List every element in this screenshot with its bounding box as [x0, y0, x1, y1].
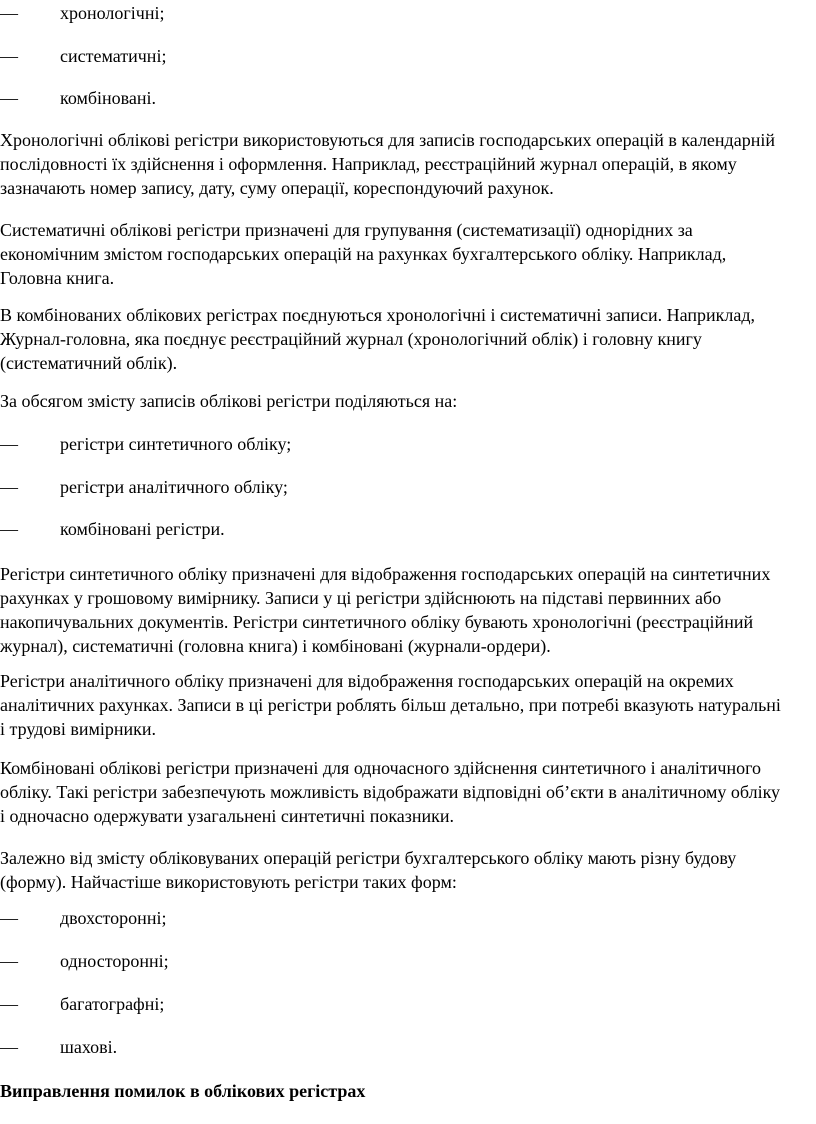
- list-item-text: двохсторонні;: [60, 908, 167, 928]
- paragraph-line: Комбіновані облікові регістри призначені для одночасного здійснення синтетичного і аналітичного: [0, 758, 762, 778]
- dash-marker: —: [0, 88, 18, 108]
- paragraph-line: і одночасно одержувати узагальнені синтетичні показники.: [0, 806, 455, 826]
- paragraph-line: послідовності їх здійснення і оформлення. Наприклад, реєстраційний журнал операцій, в якому: [0, 154, 737, 174]
- paragraph-line: аналітичних рахунках. Записи в ці регістри роблять більш детально, при потребі вказують натуральні: [0, 695, 781, 715]
- paragraph-line: обліку. Такі регістри забезпечують можливість відображати відповідні об’єкти в аналітичному обліку: [0, 782, 781, 802]
- paragraph-line: Регістри аналітичного обліку призначені для відображення господарських операцій на окремих: [0, 671, 734, 691]
- paragraph-line: журнал), систематичні (головна книга) і комбіновані (журнали-ордери).: [0, 636, 551, 656]
- paragraph-line: За обсягом змісту записів облікові регістри поділяються на:: [0, 391, 458, 411]
- paragraph-line: і трудові вимірники.: [0, 719, 157, 739]
- paragraph-line: Систематичні облікові регістри призначені для групування (систематизації) однорідних за: [0, 220, 693, 240]
- paragraph-line: Хронологічні облікові регістри використовуються для записів господарських операцій в календарній: [0, 130, 775, 150]
- dash-marker: —: [0, 951, 18, 971]
- list-item-text: хронологічні;: [60, 3, 165, 23]
- paragraph-chronological: [0, 128, 814, 200]
- paragraph-scope-intro: [0, 389, 814, 413]
- paragraph-line: Головна книга.: [0, 268, 115, 288]
- dash-marker: —: [0, 3, 18, 23]
- dash-marker: —: [0, 477, 18, 497]
- paragraph-line: (форму). Найчастіше використовують регістри таких форм:: [0, 872, 457, 892]
- list-item-text: регістри синтетичного обліку;: [60, 434, 292, 454]
- paragraph-register-forms: [0, 846, 814, 894]
- paragraph-line: В комбінованих облікових регістрах поєднуються хронологічні і систематичні записи. Наприклад,: [0, 305, 756, 325]
- paragraph-line: Регістри синтетичного обліку призначені для відображення господарських операцій на синтетичних: [0, 564, 771, 584]
- dash-marker: —: [0, 46, 18, 66]
- dash-marker: —: [0, 908, 18, 928]
- list-item-text: регістри аналітичного обліку;: [60, 477, 288, 497]
- dash-marker: —: [0, 994, 18, 1014]
- dash-marker: —: [0, 434, 18, 454]
- paragraph-line: Залежно від змісту обліковуваних операцій регістри бухгалтерського обліку мають різну будову: [0, 848, 737, 868]
- paragraph-systematic: [0, 218, 814, 290]
- list-item-text: систематичні;: [60, 46, 167, 66]
- paragraph-synthetic-registers: [0, 562, 814, 658]
- list-item-text: комбіновані.: [60, 88, 157, 108]
- list-item-text: односторонні;: [60, 951, 169, 971]
- paragraph-line: накопичувальних документів. Регістри синтетичного обліку бувають хронологічні (реєстраційний: [0, 612, 754, 632]
- paragraph-combined: [0, 303, 814, 375]
- paragraph-line: Журнал-головна, яка поєднує реєстраційний журнал (хронологічний облік) і головну книгу: [0, 329, 702, 349]
- paragraph-combined-registers: [0, 756, 814, 828]
- dash-marker: —: [0, 1037, 18, 1057]
- dash-marker: —: [0, 519, 18, 539]
- list-item-text: шахові.: [60, 1037, 118, 1057]
- section-heading: Виправлення помилок в облікових регістрах: [0, 1081, 366, 1101]
- paragraph-line: зазначають номер запису, дату, суму операції, кореспондуючий рахунок.: [0, 178, 554, 198]
- paragraph-line: (систематичний облік).: [0, 353, 178, 373]
- paragraph-line: рахунках у грошовому вимірнику. Записи у ці регістри здійснюють на підставі первинних або: [0, 588, 722, 608]
- list-item-text: комбіновані регістри.: [60, 519, 225, 539]
- paragraph-analytic-registers: [0, 669, 814, 741]
- list-item-text: багатографні;: [60, 994, 165, 1014]
- paragraph-line: економічним змістом господарських операцій на рахунках бухгалтерського обліку. Наприклад,: [0, 244, 727, 264]
